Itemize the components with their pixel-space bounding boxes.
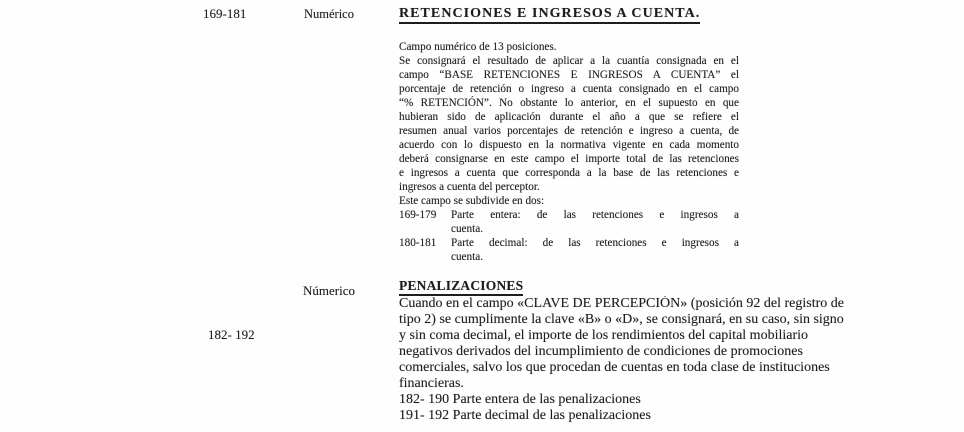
field2-type: Númerico [303, 283, 355, 298]
field2-description [399, 296, 925, 424]
text-line: comerciales, salvo los que procedan de cuentas en toda clase de instituciones [399, 360, 830, 375]
text-line: resumen anual varios porcentajes de retención e ingreso a cuenta, de [399, 125, 739, 137]
text-line: deberá consignarse en este campo el importe total de las retenciones [399, 153, 739, 165]
field2-positions: 182- 192 [208, 327, 255, 342]
field1-subfields [399, 208, 739, 264]
field1-title-text: RETENCIONES E INGRESOS A CUENTA. [399, 6, 700, 24]
text-line: Parte decimal: de las retenciones e ingresos a [451, 237, 739, 249]
text-line: 182- 190 Parte entera de las penalizaciones [399, 392, 641, 407]
text-line: “% RETENCIÓN”. No obstante lo anterior, en el supuesto en que [399, 97, 739, 109]
field1-positions: 169-181 [203, 6, 247, 21]
text-line: tipo 2) se cumplimente la clave «B» o «D», se consignará, en su caso, sin signo [399, 312, 844, 327]
subfield-row [399, 208, 739, 236]
text-line: Se consignará el resultado de aplicar a la cuantía consignada en el [399, 55, 739, 67]
text-line: Cuando en el campo «CLAVE DE PERCEPCIÓN» (posición 92 del registro de [399, 296, 844, 311]
field2-title [399, 279, 523, 296]
subfield-positions: 169-179 [399, 209, 437, 221]
text-line: hubieran sido de aplicación durante el año a que se refiere el [399, 111, 739, 123]
field2-title-text: PENALIZACIONES [399, 279, 523, 296]
text-line: financieras. [399, 376, 464, 391]
subfield-row [399, 236, 739, 264]
text-line: acuerdo con lo dispuesto en la normativa vigente en cada momento [399, 139, 739, 151]
field1-title [399, 6, 700, 24]
text-line: 191- 192 Parte decimal de las penalizaciones [399, 408, 651, 423]
text-line: cuenta. [451, 251, 483, 263]
text-line: negativos derivados del incumplimiento de condiciones de promociones [399, 344, 803, 359]
field1-type: Numérico [304, 7, 354, 21]
subfield-text [451, 236, 739, 264]
text-line: y sin coma decimal, el importe de los rendimientos del capital mobiliario [399, 328, 809, 343]
subfield-positions: 180-181 [399, 237, 437, 249]
field1-description [399, 40, 739, 208]
text-line: cuenta. [451, 223, 483, 235]
text-line: Este campo se subdivide en dos: [399, 195, 545, 207]
text-line: Parte entera: de las retenciones e ingresos a [451, 209, 739, 221]
text-line: porcentaje de retención o ingreso a cuenta consignado en el campo [399, 83, 739, 95]
text-line: campo “BASE RETENCIONES E INGRESOS A CUENTA” el [399, 69, 739, 81]
text-line: ingresos a cuenta del perceptor. [399, 181, 540, 193]
text-line: Campo numérico de 13 posiciones. [399, 41, 557, 53]
subfield-text [451, 208, 739, 236]
text-line: e ingresos a cuenta que corresponda a la base de las retenciones e [399, 167, 739, 179]
